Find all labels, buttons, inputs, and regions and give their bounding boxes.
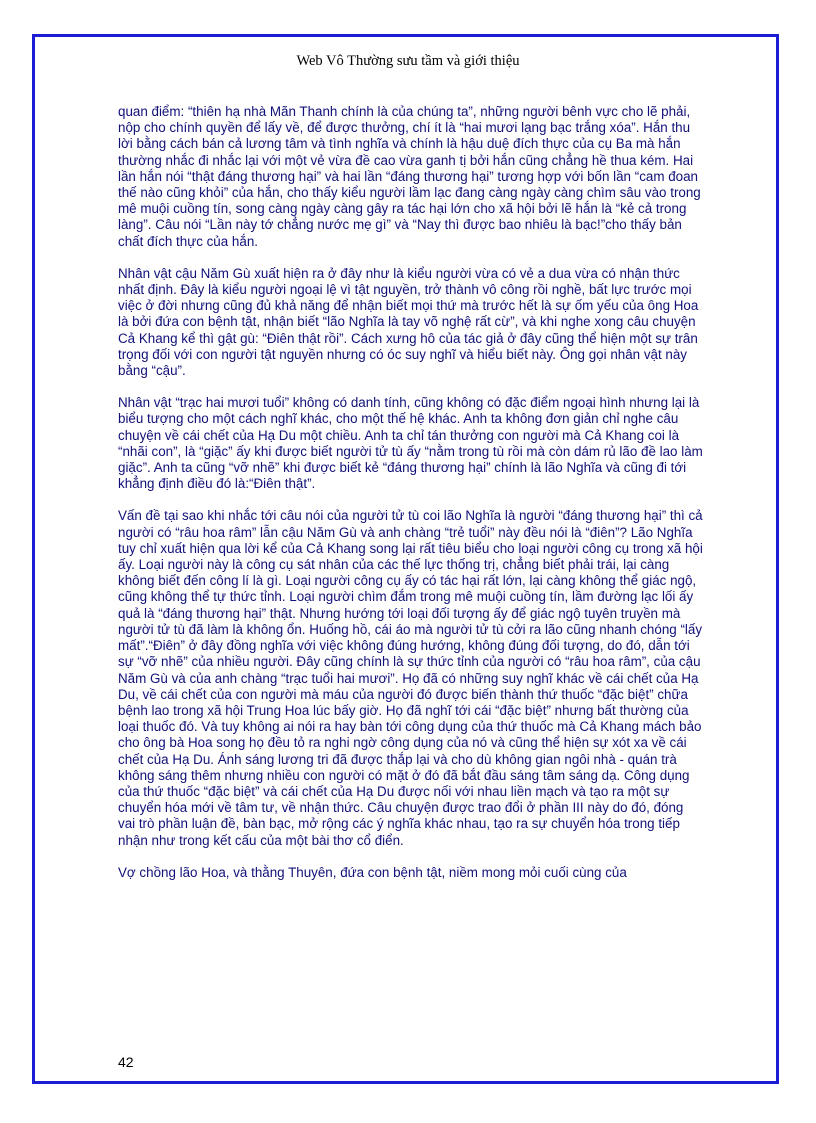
page-header: Web Vô Thường sưu tầm và giới thiệu [296,53,520,69]
page-number: 42 [118,1054,134,1070]
paragraph: Nhân vật cậu Năm Gù xuất hiện ra ở đây như là kiểu người vừa có vẻ a dua vừa có nhận thức nhất định. Đây là kiểu người ngoại lệ vì tật nguyền, trở thành vô công rồi nghề, bất lực trước mọi việc ở đời nhưng cũng đủ khả năng để nhận biết mọi thứ mà trước hết là sự ốm yếu của ông Hoa là bởi đứa con bệnh tật, nhận biết “lão Nghĩa là tay võ nghệ rất cừ”, và khi nghe xong câu chuyện Cả Khang kể thì gật gù: “Điên thật rồi”. Cách xưng hô của tác giả ở đây cũng thể hiện một sự trân trọng đối với con người tật nguyền nhưng có óc suy nghĩ và hiểu biết này. Ông gọi nhân vật này bằng “cậu”. [118,265,699,379]
body-text [118,104,703,897]
paragraph: Nhân vật “trạc hai mươi tuổi” không có danh tính, cũng không có đặc điểm ngoại hình nhưng lại là biểu tượng cho một cách nghĩ khác, cho một thế hệ khác. Anh ta không đơn giản chỉ nghe câu chuyện về cái chết của Hạ Du một chiều. Anh ta chỉ tán thưởng con người mà Cả Khang coi là “nhãi con”, là “giặc” ấy khi được biết người tử tù ấy “nằm trong tù rồi mà còn dám rủ lão đề lao làm giặc”. Anh ta cũng “vỡ nhẽ” khi được biết kẻ “đáng thương hại” chính là lão Nghĩa và cũng đi tới khẳng định điều đó là:“Điên thật”. [118,395,703,492]
paragraph: Vợ chồng lão Hoa, và thằng Thuyên, đứa con bệnh tật, niềm mong mỏi cuối cùng của [118,864,627,880]
paragraph: Vấn đề tại sao khi nhắc tới câu nói của người tử tù coi lão Nghĩa là người “đáng thương hại” thì cả người có “râu hoa râm” lẫn cậu Năm Gù và anh chàng “trẻ tuổi” này đều nói là “điên”? Lão Nghĩa tuy chỉ xuất hiện qua lời kể của Cả Khang song lại rất tiêu biểu cho loại người công cụ trong xã hội ấy. Loại người này là công cụ sát nhân của các thế lực thống trị, chẳng biết phải trái, lại càng không biết đến công lí là gì. Loại người công cụ ấy có tác hại rất lớn, lại càng không thể giác ngộ, cũng không thể tự thức tỉnh. Loại người chìm đắm trong mê muội cuồng tín, lầm đường lạc lối ấy quả là “đáng thương hại” thật. Nhưng hướng tới loại đối tượng ấy để giác ngộ tuyên truyền mà người tử tù đã làm là không ổn. Huống hồ, cái áo mà người tử tù cởi ra lão cũng nhanh chóng “lấy mất”.“Điên” ở đây đồng nghĩa với việc không đúng hướng, không đúng đối tượng, do đó, dẫn tới sự “vỡ nhẽ” của nhiều người. Đây cũng chính là sự thức tỉnh của người có “râu hoa râm”, của cậu Năm Gù và của anh chàng “trạc tuổi hai mươi”. Họ đã có những suy nghĩ khác về cái chết của Hạ Du, về cái chết của con người mà máu của người đó được biến thành thứ thuốc “đặc biệt” chữa bệnh lao trong xã hội Trung Hoa lúc bấy giờ. Họ đã nghĩ tới cái “đặc biệt” nhưng bất thường của loại thuốc đó. Và tuy không ai nói ra hay bàn tới công dụng của thứ thuốc mà Cả Khang mách bảo cho ông bà Hoa song họ đều tỏ ra nghi ngờ công dụng của nó và cũng thể hiện sự xót xa về cái chết của Hạ Du. Ánh sáng lương tri đã được thắp lại và cho dù không gian ngôi nhà - quán trà không sáng thêm nhưng nhiều con người có mặt ở đó đã bắt đầu sáng tâm sáng dạ. Công dụng của thứ thuốc “đặc biệt” và cái chết của Hạ Du được nối với nhau liền mạch và tạo ra một sự chuyển hóa mới về tâm tư, về nhận thức. Câu chuyện được trao đổi ở phần III này do đó, đóng vai trò phần luận đề, bàn bạc, mở rộng các ý nghĩa khác nhau, tạo ra sự chuyển hóa trong tiếp nhận như trong kết cấu của một bài thơ cổ điển. [118,508,703,848]
paragraph: quan điểm: “thiên hạ nhà Mãn Thanh chính là của chúng ta”, những người bênh vực cho lẽ phải, nộp cho chính quyền để lấy về, để được thưởng, chí ít là “hai mươi lạng bạc trắng xóa”. Hắn thu lời bằng cách bán cả lương tâm và tình nghĩa và chính là hậu duệ đích thực của cụ Ba mà hắn thường nhắc đi nhắc lại với một vẻ vừa đề cao vừa ganh tị bởi hắn cũng chẳng hề thua kém. Hai lần hắn nói “thật đáng thương hại” và hai lần “đáng thương hại” tương hợp với bốn lần “cam đoan thế nào cũng khỏi” của hắn, cho thấy kiểu người lầm lạc đang càng ngày càng chìm sâu vào trong mê muội cuồng tín, song càng ngày càng gây ra tác hại lớn cho xã hội bởi lẽ hắn là “kẻ cả trong làng”. Câu nói “Lần này tớ chẳng nước mẹ gì” và “Nay thì được bao nhiêu là bạc!”cho thấy bản chất đích thực của hắn. [118,104,701,249]
